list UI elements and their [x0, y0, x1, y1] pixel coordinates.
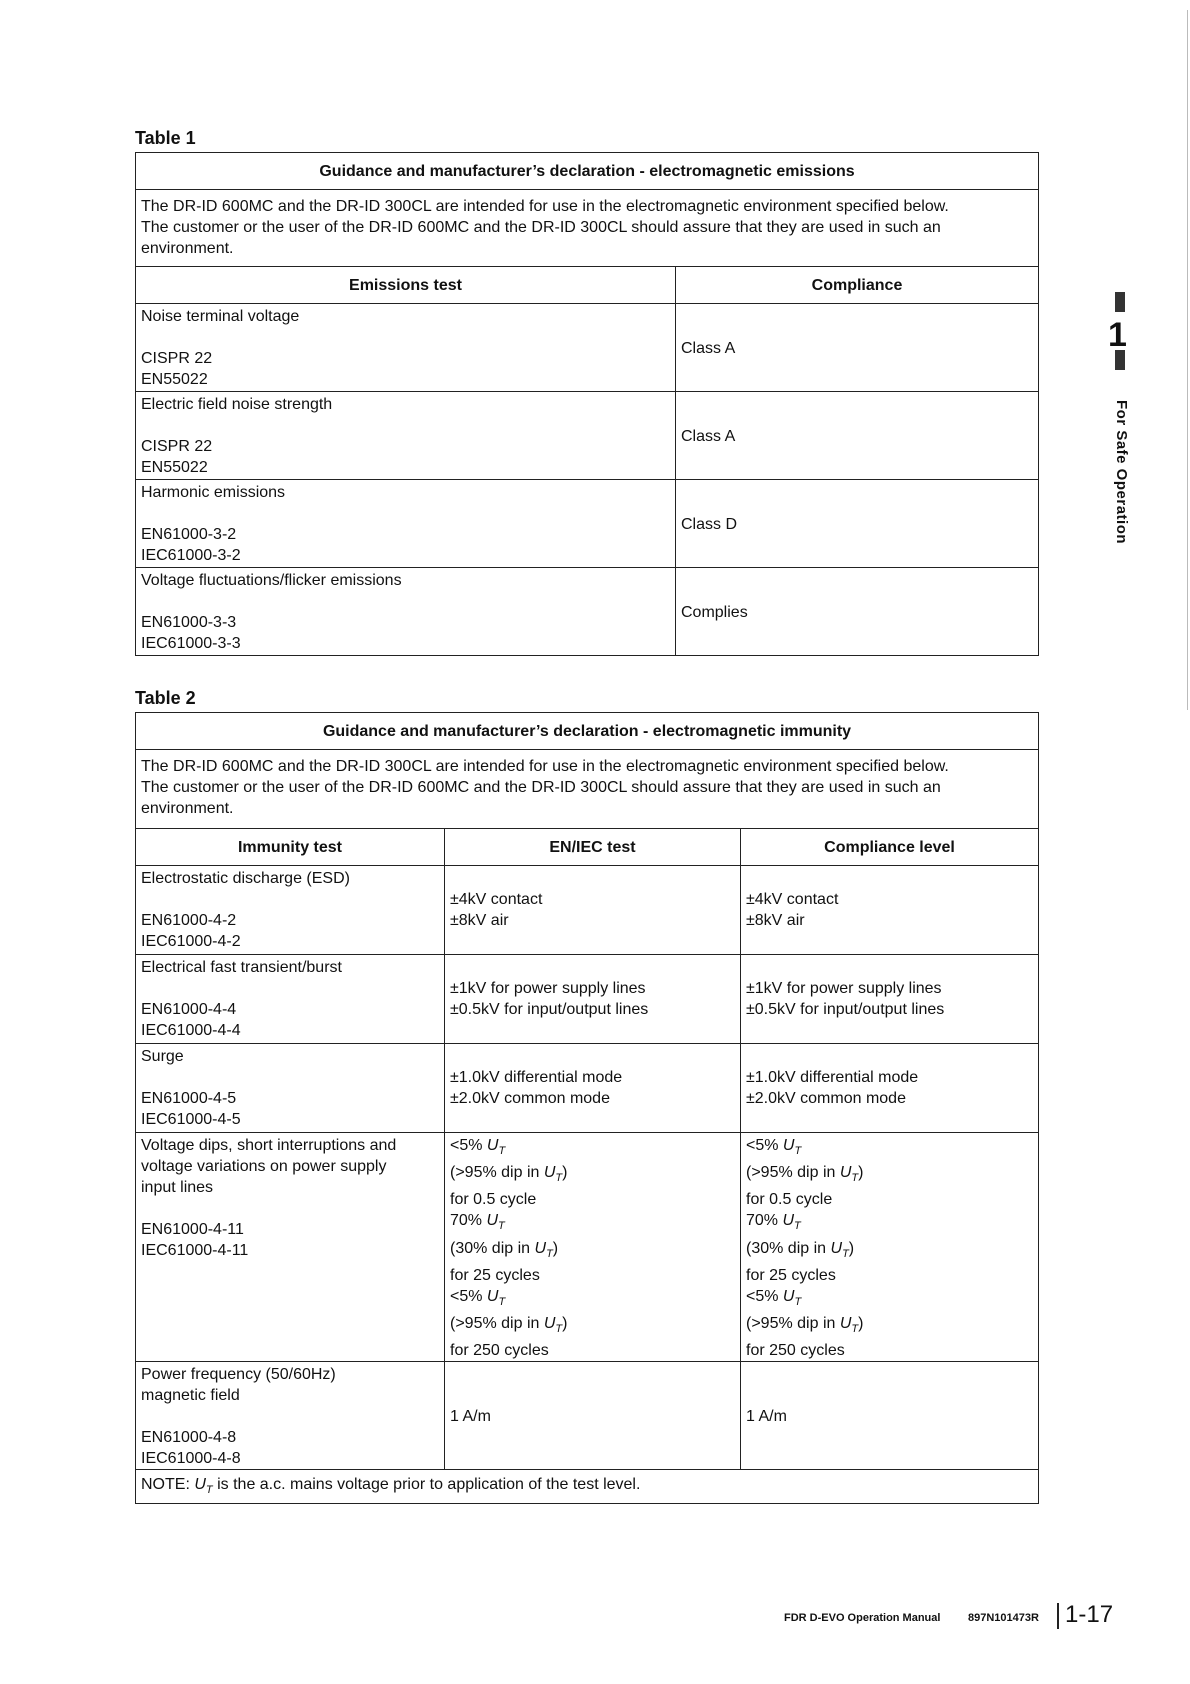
page-edge-line — [1187, 10, 1188, 710]
table-row — [136, 1044, 1039, 1133]
table-row — [136, 392, 1039, 480]
compliance-level-cell: ±1.0kV differential mode ±2.0kV common mode — [741, 1044, 1039, 1133]
table1-caption: Table 1 — [135, 128, 196, 148]
table2-header-compliance: Compliance level — [741, 829, 1039, 866]
table1-header-test: Emissions test — [136, 267, 676, 304]
immunity-test-cell: Electrostatic discharge (ESD) EN61000-4-2 IEC61000-4-2 — [136, 866, 445, 955]
table1-header-compliance: Compliance — [676, 267, 1039, 304]
test-level-cell: 1 A/m — [445, 1362, 741, 1470]
table1-title: Guidance and manufacturer’s declaration - electromagnetic emissions — [136, 153, 1039, 190]
table-row — [136, 866, 1039, 955]
compliance-cell: Class D — [676, 480, 1039, 568]
footer-manual-title: FDR D-EVO Operation Manual — [784, 1612, 941, 1624]
footer-separator — [1057, 1603, 1059, 1629]
immunity-test-cell: Electrical fast transient/burst EN61000-4-4 IEC61000-4-4 — [136, 955, 445, 1044]
test-level-cell: ±4kV contact ±8kV air — [445, 866, 741, 955]
table-row — [136, 1133, 1039, 1362]
table2-intro: The DR-ID 600MC and the DR-ID 300CL are intended for use in the electromagnetic environment specified below. The customer or the user of the DR-ID 600MC and the DR-ID 300CL should assure that they are used in such an environment. — [136, 750, 1039, 829]
table-row — [136, 955, 1039, 1044]
test-level-cell: ±1kV for power supply lines ±0.5kV for input/output lines — [445, 955, 741, 1044]
table2-title: Guidance and manufacturer’s declaration - electromagnetic immunity — [136, 713, 1039, 750]
footer-doc-number: 897N101473R — [968, 1612, 1039, 1624]
immunity-test-cell: Voltage dips, short interruptions and voltage variations on power supply input lines EN61000-4-11 IEC61000-4-11 — [136, 1133, 445, 1362]
table-row — [136, 304, 1039, 392]
table1-intro: The DR-ID 600MC and the DR-ID 300CL are intended for use in the electromagnetic environment specified below. The customer or the user of the DR-ID 600MC and the DR-ID 300CL should assure that they are used in such an environment. — [136, 190, 1039, 267]
chapter-title: For Safe Operation — [1113, 400, 1130, 545]
table2-note: NOTE: $U_T$ is the a.c. mains voltage prior to application of the test level. — [136, 1470, 1039, 1504]
chapter-number: 1 — [1108, 316, 1127, 354]
test-level-cell: ±1.0kV differential mode ±2.0kV common mode — [445, 1044, 741, 1133]
page-number: 1-17 — [1065, 1601, 1114, 1628]
immunity-table — [135, 712, 1039, 1504]
table2-header-test: Immunity test — [136, 829, 445, 866]
immunity-test-cell: Power frequency (50/60Hz) magnetic field EN61000-4-8 IEC61000-4-8 — [136, 1362, 445, 1470]
test-level-cell: <5% $U_T$ (>95% dip in $U_T$) for 0.5 cycle 70% $U_T$ (30% dip in $U_T$) for 25 cycles <5% $U_T$ (>95% dip in $U_T$) for 250 cycles — [445, 1133, 741, 1362]
table2-header-level: EN/IEC test — [445, 829, 741, 866]
emissions-test-cell: Voltage fluctuations/flicker emissions EN61000-3-3 IEC61000-3-3 — [136, 568, 676, 656]
compliance-cell: Class A — [676, 304, 1039, 392]
compliance-cell: Complies — [676, 568, 1039, 656]
table-row — [136, 568, 1039, 656]
compliance-level-cell: 1 A/m — [741, 1362, 1039, 1470]
immunity-test-cell: Surge EN61000-4-5 IEC61000-4-5 — [136, 1044, 445, 1133]
emissions-test-cell: Noise terminal voltage CISPR 22 EN55022 — [136, 304, 676, 392]
table-row — [136, 1362, 1039, 1470]
compliance-level-cell: <5% $U_T$ (>95% dip in $U_T$) for 0.5 cycle 70% $U_T$ (30% dip in $U_T$) for 25 cycles <5% $U_T$ (>95% dip in $U_T$) for 250 cycles — [741, 1133, 1039, 1362]
emissions-test-cell: Harmonic emissions EN61000-3-2 IEC61000-3-2 — [136, 480, 676, 568]
emissions-test-cell: Electric field noise strength CISPR 22 EN55022 — [136, 392, 676, 480]
emissions-table — [135, 152, 1039, 656]
compliance-level-cell: ±1kV for power supply lines ±0.5kV for input/output lines — [741, 955, 1039, 1044]
compliance-cell: Class A — [676, 392, 1039, 480]
table-row — [136, 480, 1039, 568]
table2-caption: Table 2 — [135, 688, 196, 708]
compliance-level-cell: ±4kV contact ±8kV air — [741, 866, 1039, 955]
